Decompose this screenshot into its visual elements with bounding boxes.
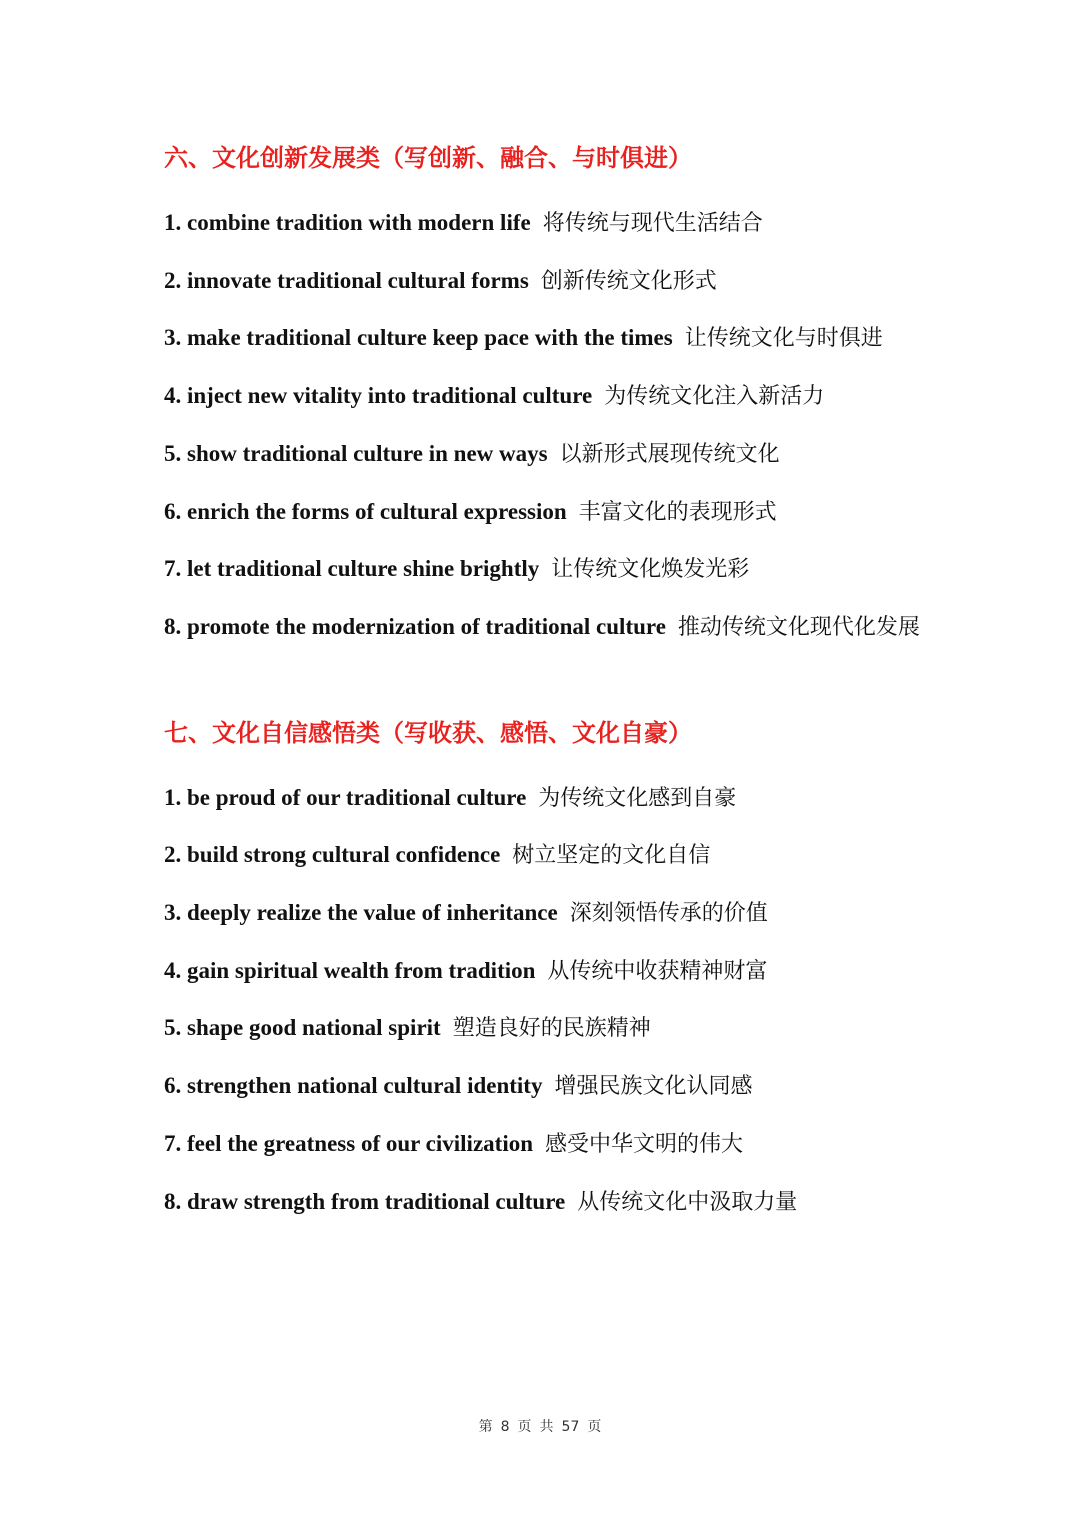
item-chinese: 创新传统文化形式	[540, 268, 717, 294]
page-footer	[0, 1415, 1080, 1439]
list-item	[164, 599, 924, 657]
list-item	[164, 885, 924, 943]
list-item	[164, 1174, 924, 1232]
item-number: 5.	[164, 440, 182, 466]
item-number: 6.	[164, 498, 182, 524]
item-english: feel the greatness of our civilization	[187, 1130, 533, 1156]
footer-total-pages: 57	[561, 1419, 580, 1435]
item-number: 8.	[164, 613, 182, 639]
item-chinese: 为传统文化感到自豪	[538, 785, 737, 811]
list-item	[164, 943, 924, 1001]
item-chinese: 从传统中收获精神财富	[547, 958, 768, 984]
item-english: make traditional culture keep pace with the times	[187, 325, 673, 351]
item-number: 3.	[164, 900, 182, 926]
item-number: 4.	[164, 383, 182, 409]
item-number: 7.	[164, 556, 182, 582]
item-english: innovate traditional cultural forms	[187, 267, 529, 293]
item-chinese: 将传统与现代生活结合	[542, 211, 763, 236]
page-content	[164, 138, 924, 1231]
item-number: 1.	[164, 784, 182, 810]
item-number: 8.	[164, 1188, 182, 1214]
list-item	[164, 484, 924, 542]
item-number: 7.	[164, 1130, 182, 1156]
list-item	[164, 195, 924, 253]
item-english: show traditional culture in new ways	[187, 440, 548, 466]
item-chinese: 增强民族文化认同感	[554, 1074, 753, 1100]
list-item	[164, 426, 924, 484]
item-english: draw strength from traditional culture	[187, 1188, 566, 1214]
item-chinese: 树立坚定的文化自信	[512, 843, 711, 869]
section-7	[164, 713, 924, 1232]
item-chinese: 推动传统文化现代化发展	[677, 614, 920, 640]
item-chinese: 塑造良好的民族精神	[452, 1016, 651, 1042]
list-item	[164, 770, 924, 828]
item-chinese: 让传统文化与时俱进	[684, 326, 883, 352]
list-item	[164, 541, 924, 599]
list-item	[164, 827, 924, 885]
list-item	[164, 310, 924, 368]
item-english: build strong cultural confidence	[187, 842, 501, 868]
section-6	[164, 138, 924, 657]
footer-total-prefix: 共	[539, 1419, 554, 1435]
item-english: gain spiritual wealth from tradition	[187, 957, 536, 983]
list-item	[164, 1116, 924, 1174]
list-item	[164, 368, 924, 426]
list-item	[164, 253, 924, 311]
list-item	[164, 1058, 924, 1116]
item-english: strengthen national cultural identity	[187, 1073, 543, 1099]
item-chinese: 丰富文化的表现形式	[578, 499, 777, 525]
item-english: deeply realize the value of inheritance	[187, 900, 558, 926]
item-number: 6.	[164, 1073, 182, 1099]
item-number: 2.	[164, 267, 182, 293]
item-chinese: 让传统文化焕发光彩	[551, 557, 750, 583]
footer-page-number: 8	[500, 1419, 510, 1435]
item-english: be proud of our traditional culture	[187, 784, 527, 810]
item-chinese: 深刻领悟传承的价值	[569, 901, 768, 927]
footer-prefix: 第	[478, 1419, 493, 1435]
item-chinese: 为传统文化注入新活力	[604, 384, 825, 410]
item-chinese: 感受中华文明的伟大	[545, 1131, 744, 1157]
item-english: enrich the forms of cultural expression	[187, 498, 567, 524]
section-heading: 六、文化创新发展类（写创新、融合、与时俱进）	[164, 144, 692, 172]
item-english: shape good national spirit	[187, 1015, 441, 1041]
list-item	[164, 1000, 924, 1058]
item-chinese: 以新形式展现传统文化	[559, 441, 780, 467]
footer-total-unit: 页	[587, 1419, 602, 1435]
item-number: 2.	[164, 842, 182, 868]
item-english: inject new vitality into traditional culture	[187, 383, 593, 409]
item-number: 5.	[164, 1015, 182, 1041]
footer-page-unit: 页	[517, 1419, 532, 1435]
section-heading: 七、文化自信感悟类（写收获、感悟、文化自豪）	[164, 718, 692, 747]
item-number: 1.	[164, 210, 182, 235]
item-english: let traditional culture shine brightly	[187, 556, 540, 582]
item-english: combine tradition with modern life	[187, 210, 531, 235]
item-number: 3.	[164, 325, 182, 351]
section-spacer	[164, 657, 924, 713]
item-number: 4.	[164, 957, 182, 983]
item-chinese: 从传统文化中汲取力量	[577, 1189, 798, 1215]
item-english: promote the modernization of traditional culture	[187, 613, 666, 639]
